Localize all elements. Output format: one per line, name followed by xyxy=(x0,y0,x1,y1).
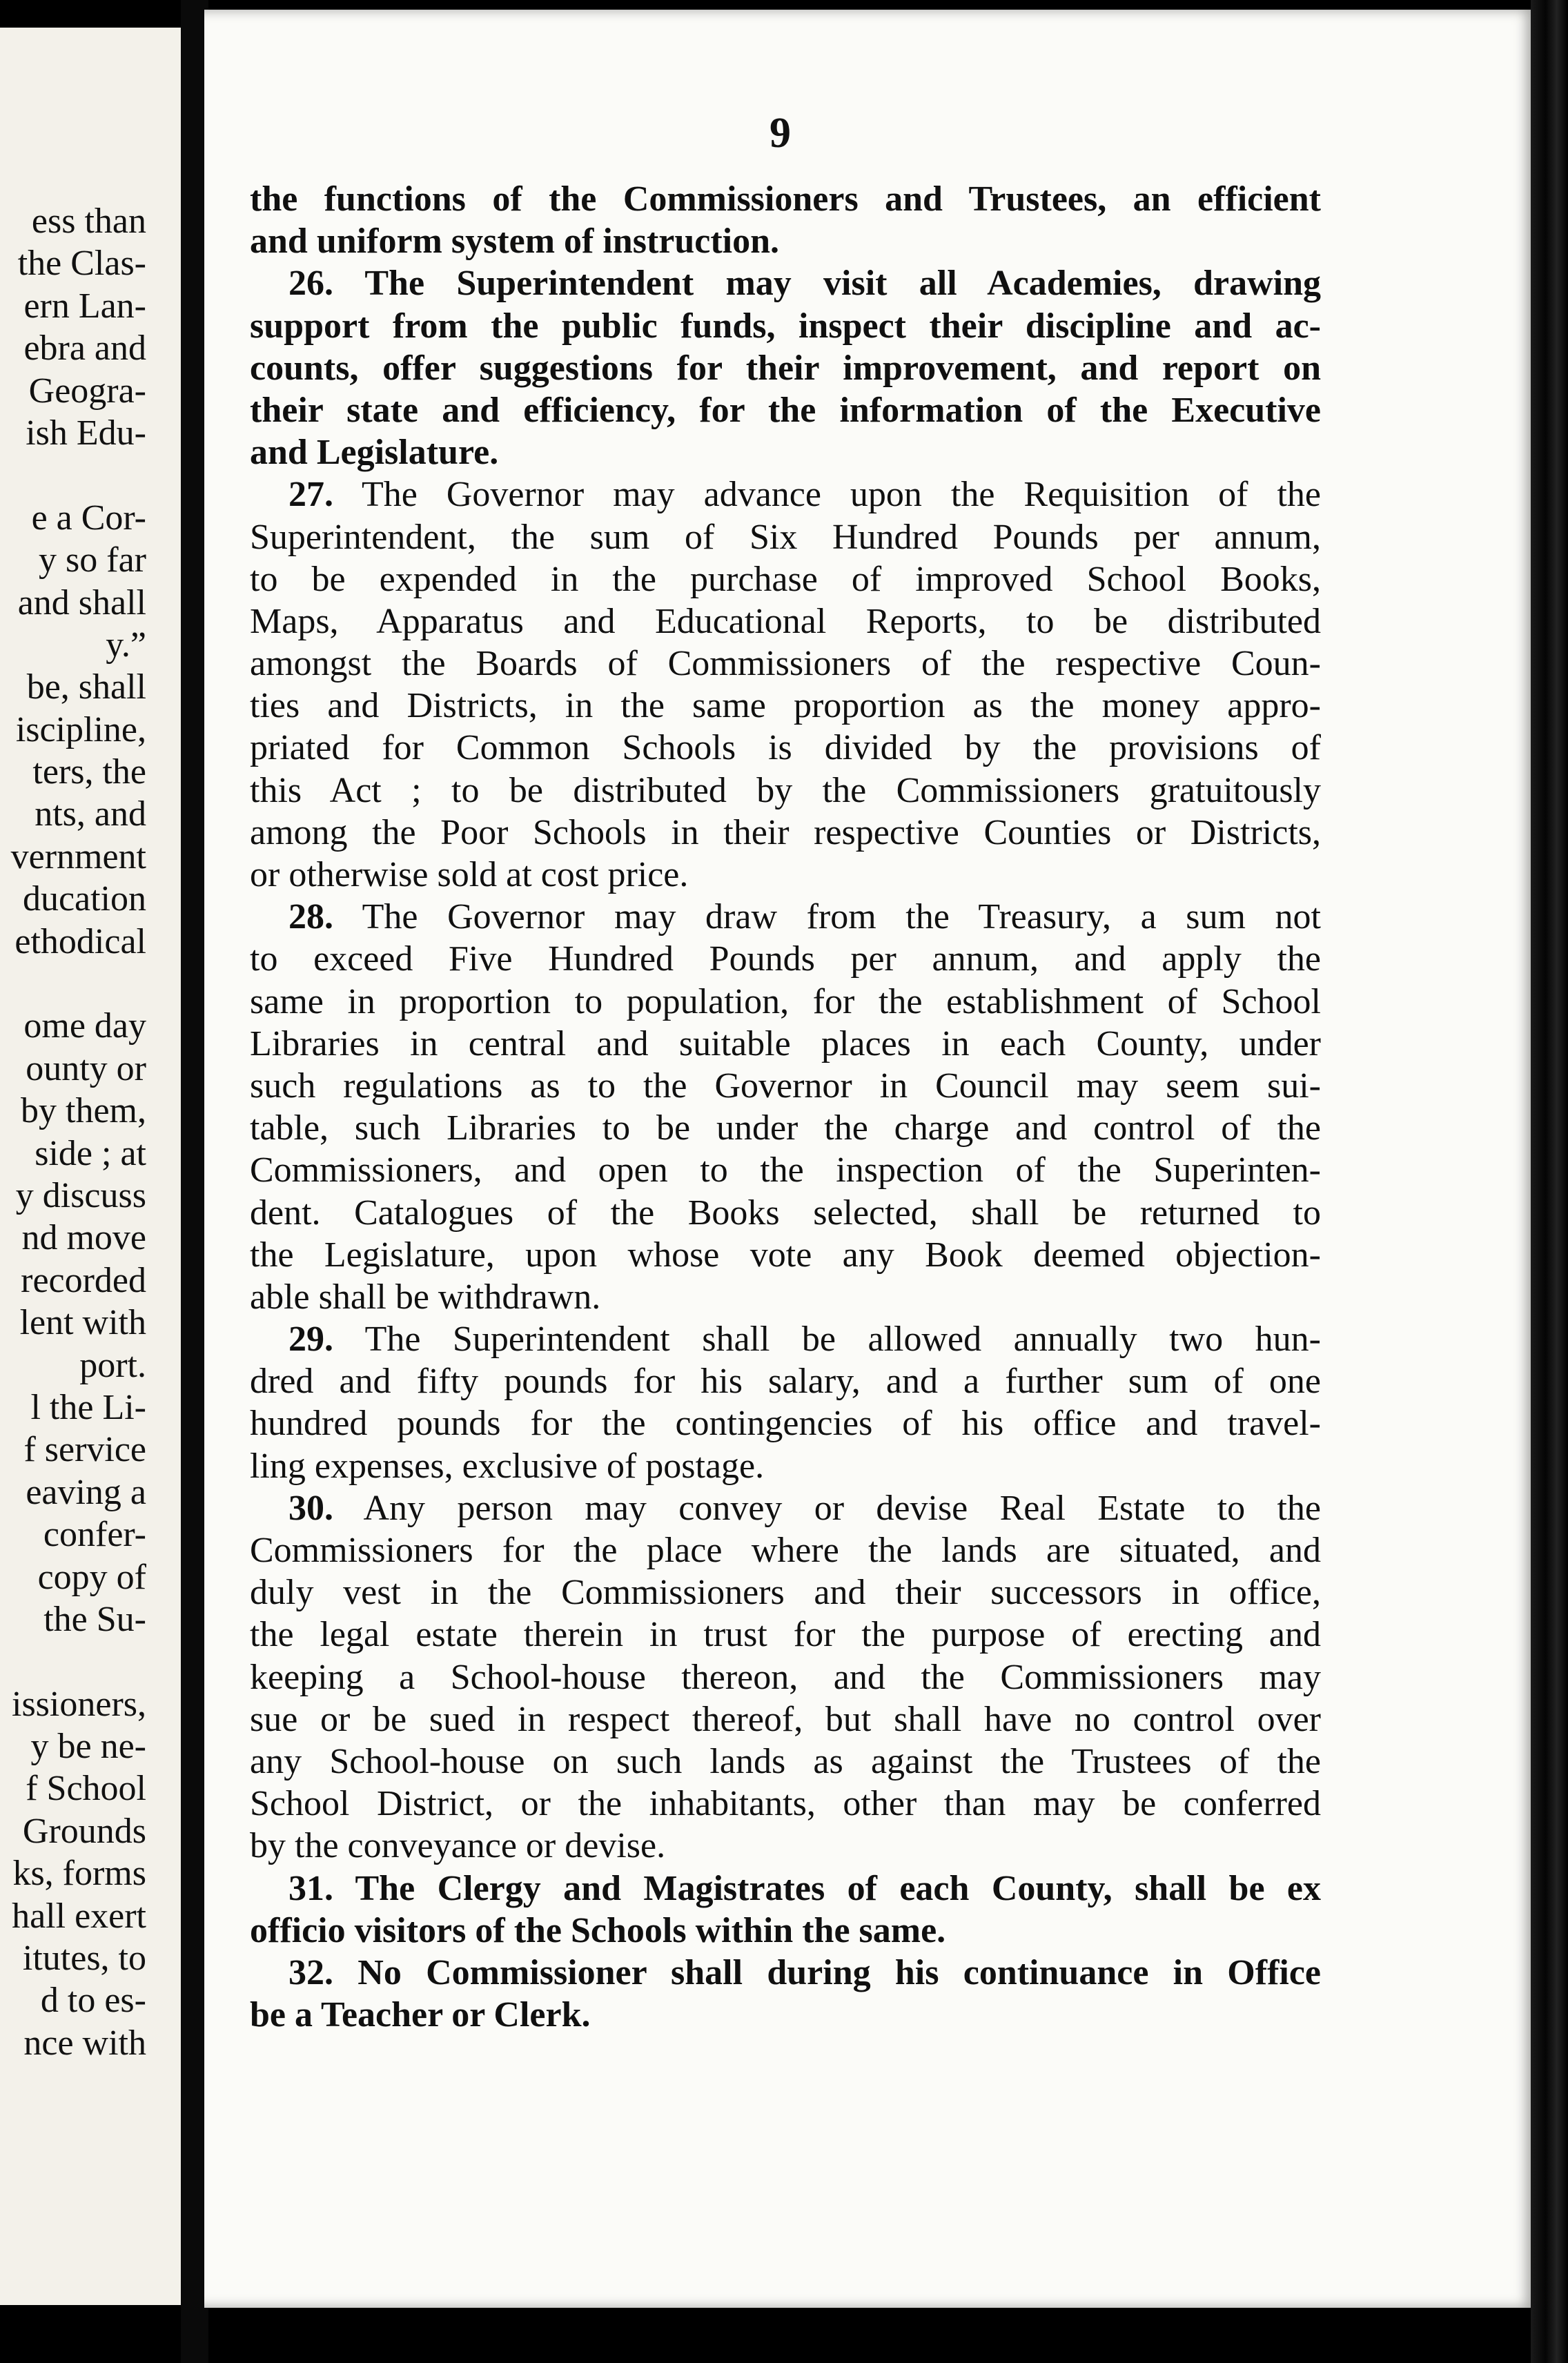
paragraph xyxy=(250,473,1321,896)
section-number: 32. xyxy=(288,1952,333,1992)
paragraph-line: ties and Districts, in the same proportion as the money appro- xyxy=(250,686,1321,726)
facing-page-line: ish Edu- xyxy=(26,413,146,453)
facing-page-line: l the Li- xyxy=(30,1387,146,1427)
paragraph-line: The Governor may draw from the Treasury, a sum not xyxy=(362,897,1321,937)
paragraph-line: Commissioners, and open to the inspection of the Superinten- xyxy=(250,1150,1321,1190)
facing-page-line: be, shall xyxy=(26,667,146,707)
paragraph-line: counts, offer suggestions for their improvement, and report on xyxy=(250,348,1321,388)
paragraph-line: keeping a School-house thereon, and the Commissioners may xyxy=(250,1657,1321,1697)
paragraph-line: officio visitors of the Schools within the same. xyxy=(250,1910,946,1950)
facing-page-line: nd move xyxy=(21,1218,146,1258)
paragraph-first-line xyxy=(250,1952,1321,1994)
facing-page-line: by them, xyxy=(21,1091,146,1131)
facing-page-line: ks, forms xyxy=(12,1854,146,1894)
facing-page-line: recorded xyxy=(21,1260,146,1300)
paragraph-first-line xyxy=(250,473,1321,516)
facing-page-line: f service xyxy=(23,1430,146,1470)
facing-page-line: issioners, xyxy=(12,1684,146,1724)
paragraph-line: No Commissioner shall during his continuance in Office xyxy=(357,1952,1321,1992)
facing-page-line: y discuss xyxy=(15,1175,146,1215)
facing-page-line: y.” xyxy=(106,625,146,665)
facing-page-line: hall exert xyxy=(12,1896,146,1936)
paragraph-first-line xyxy=(250,1318,1321,1360)
section-number: 26. xyxy=(288,264,333,304)
facing-page-text xyxy=(0,200,146,2064)
section-number: 27. xyxy=(288,475,333,515)
paragraph-line: amongst the Boards of Commissioners of the respective Coun- xyxy=(250,644,1321,684)
facing-page-line: ern Lan- xyxy=(23,286,146,326)
paragraph-first-line xyxy=(250,896,1321,938)
paragraph-first-line xyxy=(250,1487,1321,1529)
paragraph-line: able shall be withdrawn. xyxy=(250,1277,601,1317)
paragraph-line: table, such Libraries to be under the charge and control of the xyxy=(250,1108,1321,1148)
facing-page-line: Grounds xyxy=(22,1811,146,1851)
paragraph-line: The Governor may advance upon the Requisition of the xyxy=(362,475,1321,515)
paragraph-line: School District, or the inhabitants, other than may be conferred xyxy=(250,1784,1321,1824)
paragraph-line: their state and efficiency, for the information of the Executive xyxy=(250,390,1321,430)
paragraph-line: dred and fifty pounds for his salary, and a further sum of one xyxy=(250,1362,1321,1402)
facing-page-line xyxy=(0,963,146,1005)
facing-page-line: Geogra- xyxy=(28,371,146,411)
facing-page-line: e a Cor- xyxy=(31,498,146,538)
facing-page-line: ters, the xyxy=(32,752,146,792)
paragraph-line: be a Teacher or Clerk. xyxy=(250,1995,591,2035)
facing-page-line: eaving a xyxy=(26,1472,146,1512)
facing-page-line: iscipline, xyxy=(15,709,146,749)
facing-page-line: and shall xyxy=(17,582,146,622)
paragraph-line: ling expenses, exclusive of postage. xyxy=(250,1446,765,1486)
paragraph-line: the Legislature, upon whose vote any Book deemed objection- xyxy=(250,1235,1321,1275)
facing-page-line: confer- xyxy=(43,1515,146,1555)
paragraph xyxy=(250,1318,1321,1487)
paragraph-line: The Superintendent may visit all Academies, drawing xyxy=(364,264,1322,304)
paragraph-line: such regulations as to the Governor in Council may seem sui- xyxy=(250,1066,1321,1106)
section-number: 28. xyxy=(288,897,333,937)
paragraph-line: Superintendent, the sum of Six Hundred Pounds per annum, xyxy=(250,517,1321,557)
paragraph xyxy=(250,896,1321,1318)
paragraph xyxy=(250,1867,1321,1952)
paragraph xyxy=(250,262,1321,473)
facing-page-fragment xyxy=(0,28,188,2305)
facing-page-line: ethodical xyxy=(14,921,146,961)
paragraph-line: or otherwise sold at cost price. xyxy=(250,855,689,894)
paragraph xyxy=(250,1952,1321,2036)
paragraph-line: by the conveyance or devise. xyxy=(250,1826,666,1866)
facing-page-line: ounty or xyxy=(26,1048,146,1088)
paragraph-line: duly vest in the Commissioners and their successors in office, xyxy=(250,1573,1321,1613)
facing-page-line: the Clas- xyxy=(17,244,146,284)
paragraph-line: to exceed Five Hundred Pounds per annum, and apply the xyxy=(250,939,1321,979)
facing-page-line: side ; at xyxy=(35,1133,146,1173)
facing-page-line: itutes, to xyxy=(22,1939,146,1979)
paragraph-line: same in proportion to population, for the establishment of School xyxy=(250,981,1321,1021)
paragraph-line: sue or be sued in respect thereof, but shall have no control over xyxy=(250,1699,1321,1739)
page-edge xyxy=(1531,0,1568,2363)
facing-page-line: d to es- xyxy=(40,1981,146,2021)
facing-page-line: nce with xyxy=(23,2023,146,2063)
paragraph xyxy=(250,178,1321,262)
facing-page-line: vernment xyxy=(10,836,146,876)
paragraph-line: The Clergy and Magistrates of each County, shall be ex xyxy=(355,1868,1322,1908)
facing-page-line: y be ne- xyxy=(30,1727,146,1767)
section-number: 30. xyxy=(288,1488,333,1528)
facing-page-line xyxy=(0,1640,146,1683)
paragraph-line: dent. Catalogues of the Books selected, shall be returned to xyxy=(250,1193,1321,1233)
paragraph-line: and Legislature. xyxy=(250,433,499,473)
facing-page-line: ome day xyxy=(23,1006,146,1046)
facing-page-line: ess than xyxy=(31,202,146,241)
paragraph-line: Libraries in central and suitable places in each County, under xyxy=(250,1023,1321,1063)
paragraph xyxy=(250,1487,1321,1867)
facing-page-line: f School xyxy=(26,1769,146,1809)
paragraph-line: The Superintendent shall be allowed annually two hun- xyxy=(364,1320,1321,1360)
facing-page-line: y so far xyxy=(39,540,146,580)
paragraph-line: the legal estate therein in trust for the purpose of erecting and xyxy=(250,1615,1321,1655)
facing-page-line: port. xyxy=(79,1345,146,1385)
facing-page-line: ducation xyxy=(22,879,146,919)
facing-page-line: lent with xyxy=(19,1303,146,1343)
paragraph-line: Commissioners for the place where the lands are situated, and xyxy=(250,1531,1321,1570)
section-number: 29. xyxy=(288,1320,333,1360)
section-number: 31. xyxy=(288,1868,333,1908)
paragraph-line: support from the public funds, inspect their discipline and ac- xyxy=(250,306,1321,346)
facing-page-line: ebra and xyxy=(23,329,146,369)
paragraph-line: hundred pounds for the contingencies of his office and travel- xyxy=(250,1404,1321,1444)
paragraph-line: to be expended in the purchase of improved School Books, xyxy=(250,559,1321,599)
paragraph-line: Any person may convey or devise Real Estate to the xyxy=(363,1488,1321,1528)
facing-page-line: nts, and xyxy=(35,794,146,834)
paragraph-line: among the Poor Schools in their respective Counties or Districts, xyxy=(250,812,1321,852)
facing-page-line: copy of xyxy=(37,1557,146,1597)
facing-page-line xyxy=(0,454,146,496)
paragraph-line: priated for Common Schools is divided by the provisions of xyxy=(250,728,1321,768)
paragraph-line: this Act ; to be distributed by the Commissioners gratuitously xyxy=(250,770,1321,810)
body-text xyxy=(250,178,1321,2036)
paragraph-line: the functions of the Commissioners and Trustees, an efficient xyxy=(250,179,1321,219)
page-number: 9 xyxy=(770,110,791,157)
paragraph-first-line xyxy=(250,262,1321,304)
paragraph-line: Maps, Apparatus and Educational Reports, to be distributed xyxy=(250,601,1321,641)
facing-page-line: the Su- xyxy=(43,1599,146,1639)
paragraph-line: and uniform system of instruction. xyxy=(250,222,780,262)
paragraph-line: any School-house on such lands as against the Trustees of the xyxy=(250,1741,1321,1781)
paragraph-first-line xyxy=(250,1867,1321,1910)
